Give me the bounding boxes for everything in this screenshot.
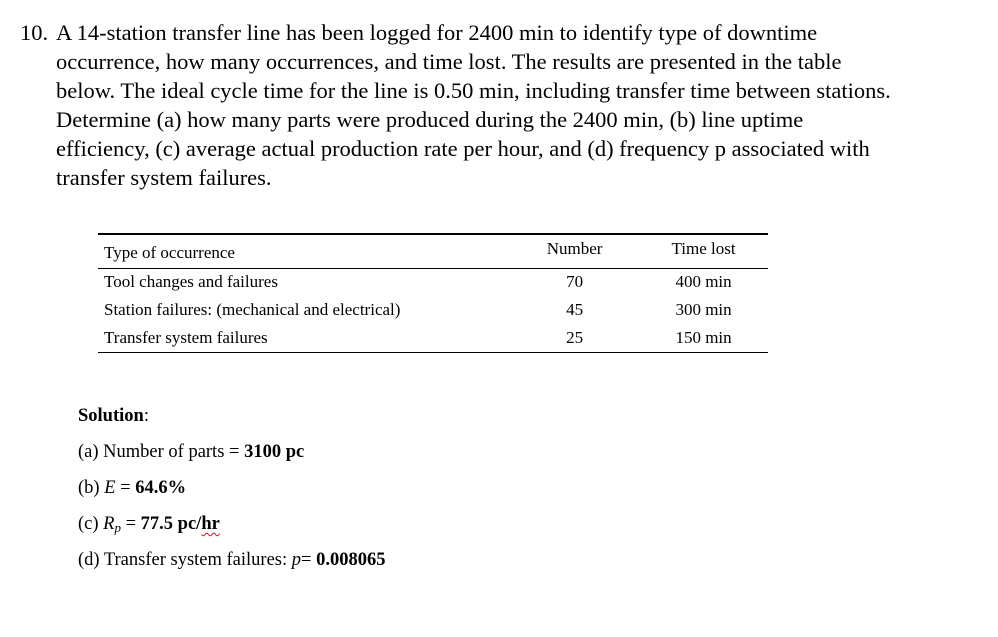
solution-section	[78, 402, 385, 582]
problem-line-3: below. The ideal cycle time for the line is 0.50 min, including transfer time between stations.	[56, 78, 891, 103]
header-number: Number	[546, 239, 603, 259]
answer-d-value: 0.008065	[316, 550, 386, 570]
cell-time-lost: 300 min	[675, 300, 732, 319]
problem-line-2: occurrence, how many occurrences, and time lost. The results are presented in the table	[56, 49, 842, 74]
table-row	[98, 296, 768, 324]
answer-a	[78, 438, 385, 474]
cell-time-lost: 150 min	[675, 327, 732, 347]
problem-line-5: efficiency, (c) average actual production rate per hour, and (d) frequency p associated with	[56, 136, 870, 161]
answer-c-label: (c)	[78, 514, 104, 534]
header-type: Type of occurrence	[104, 243, 235, 263]
cell-type: Transfer system failures	[104, 327, 268, 347]
problem-text	[56, 18, 990, 192]
answer-c-subscript: p	[114, 520, 121, 535]
table-header-row	[98, 234, 768, 268]
answer-b-variable: E	[104, 478, 116, 498]
downtime-table	[98, 233, 768, 353]
table-row	[98, 324, 768, 352]
answer-c-variable: R	[103, 514, 115, 534]
cell-time-lost: 400 min	[675, 272, 732, 292]
answer-b	[78, 474, 385, 510]
answer-c-value: 77.5 pc/	[140, 514, 202, 534]
cell-type: Station failures: (mechanical and electrical)	[104, 300, 401, 319]
answer-c	[78, 510, 385, 546]
answer-b-value: 64.6%	[135, 478, 187, 498]
problem-line-1: A 14-station transfer line has been logged for 2400 min to identify type of downtime	[56, 20, 818, 45]
problem-number: 10.	[20, 20, 49, 45]
answer-c-equals: =	[120, 514, 141, 534]
answer-d-variable: p	[291, 550, 301, 570]
problem-line-4: Determine (a) how many parts were produced during the 2400 min, (b) line uptime	[56, 107, 804, 132]
table-row	[98, 268, 768, 296]
problem-line-6: transfer system failures.	[56, 165, 272, 190]
answer-d-label: (d) Transfer system failures:	[78, 550, 292, 570]
answer-d	[78, 546, 385, 582]
solution-title: Solution	[78, 406, 144, 426]
solution-heading	[78, 402, 385, 438]
answer-b-equals: =	[115, 478, 136, 498]
answer-a-label: (a) Number of parts =	[78, 442, 245, 462]
answer-c-unit-spellcheck[interactable]: hr	[201, 514, 220, 534]
cell-type: Tool changes and failures	[104, 272, 278, 292]
answer-a-value: 3100 pc	[244, 442, 305, 462]
cell-number: 25	[566, 327, 584, 347]
answer-d-equals: =	[301, 550, 317, 570]
header-time-lost: Time lost	[671, 239, 736, 259]
problem-statement	[20, 18, 990, 192]
cell-number: 45	[566, 300, 584, 319]
answer-b-label: (b)	[78, 478, 105, 498]
cell-number: 70	[566, 272, 584, 292]
solution-title-colon: :	[143, 406, 149, 426]
